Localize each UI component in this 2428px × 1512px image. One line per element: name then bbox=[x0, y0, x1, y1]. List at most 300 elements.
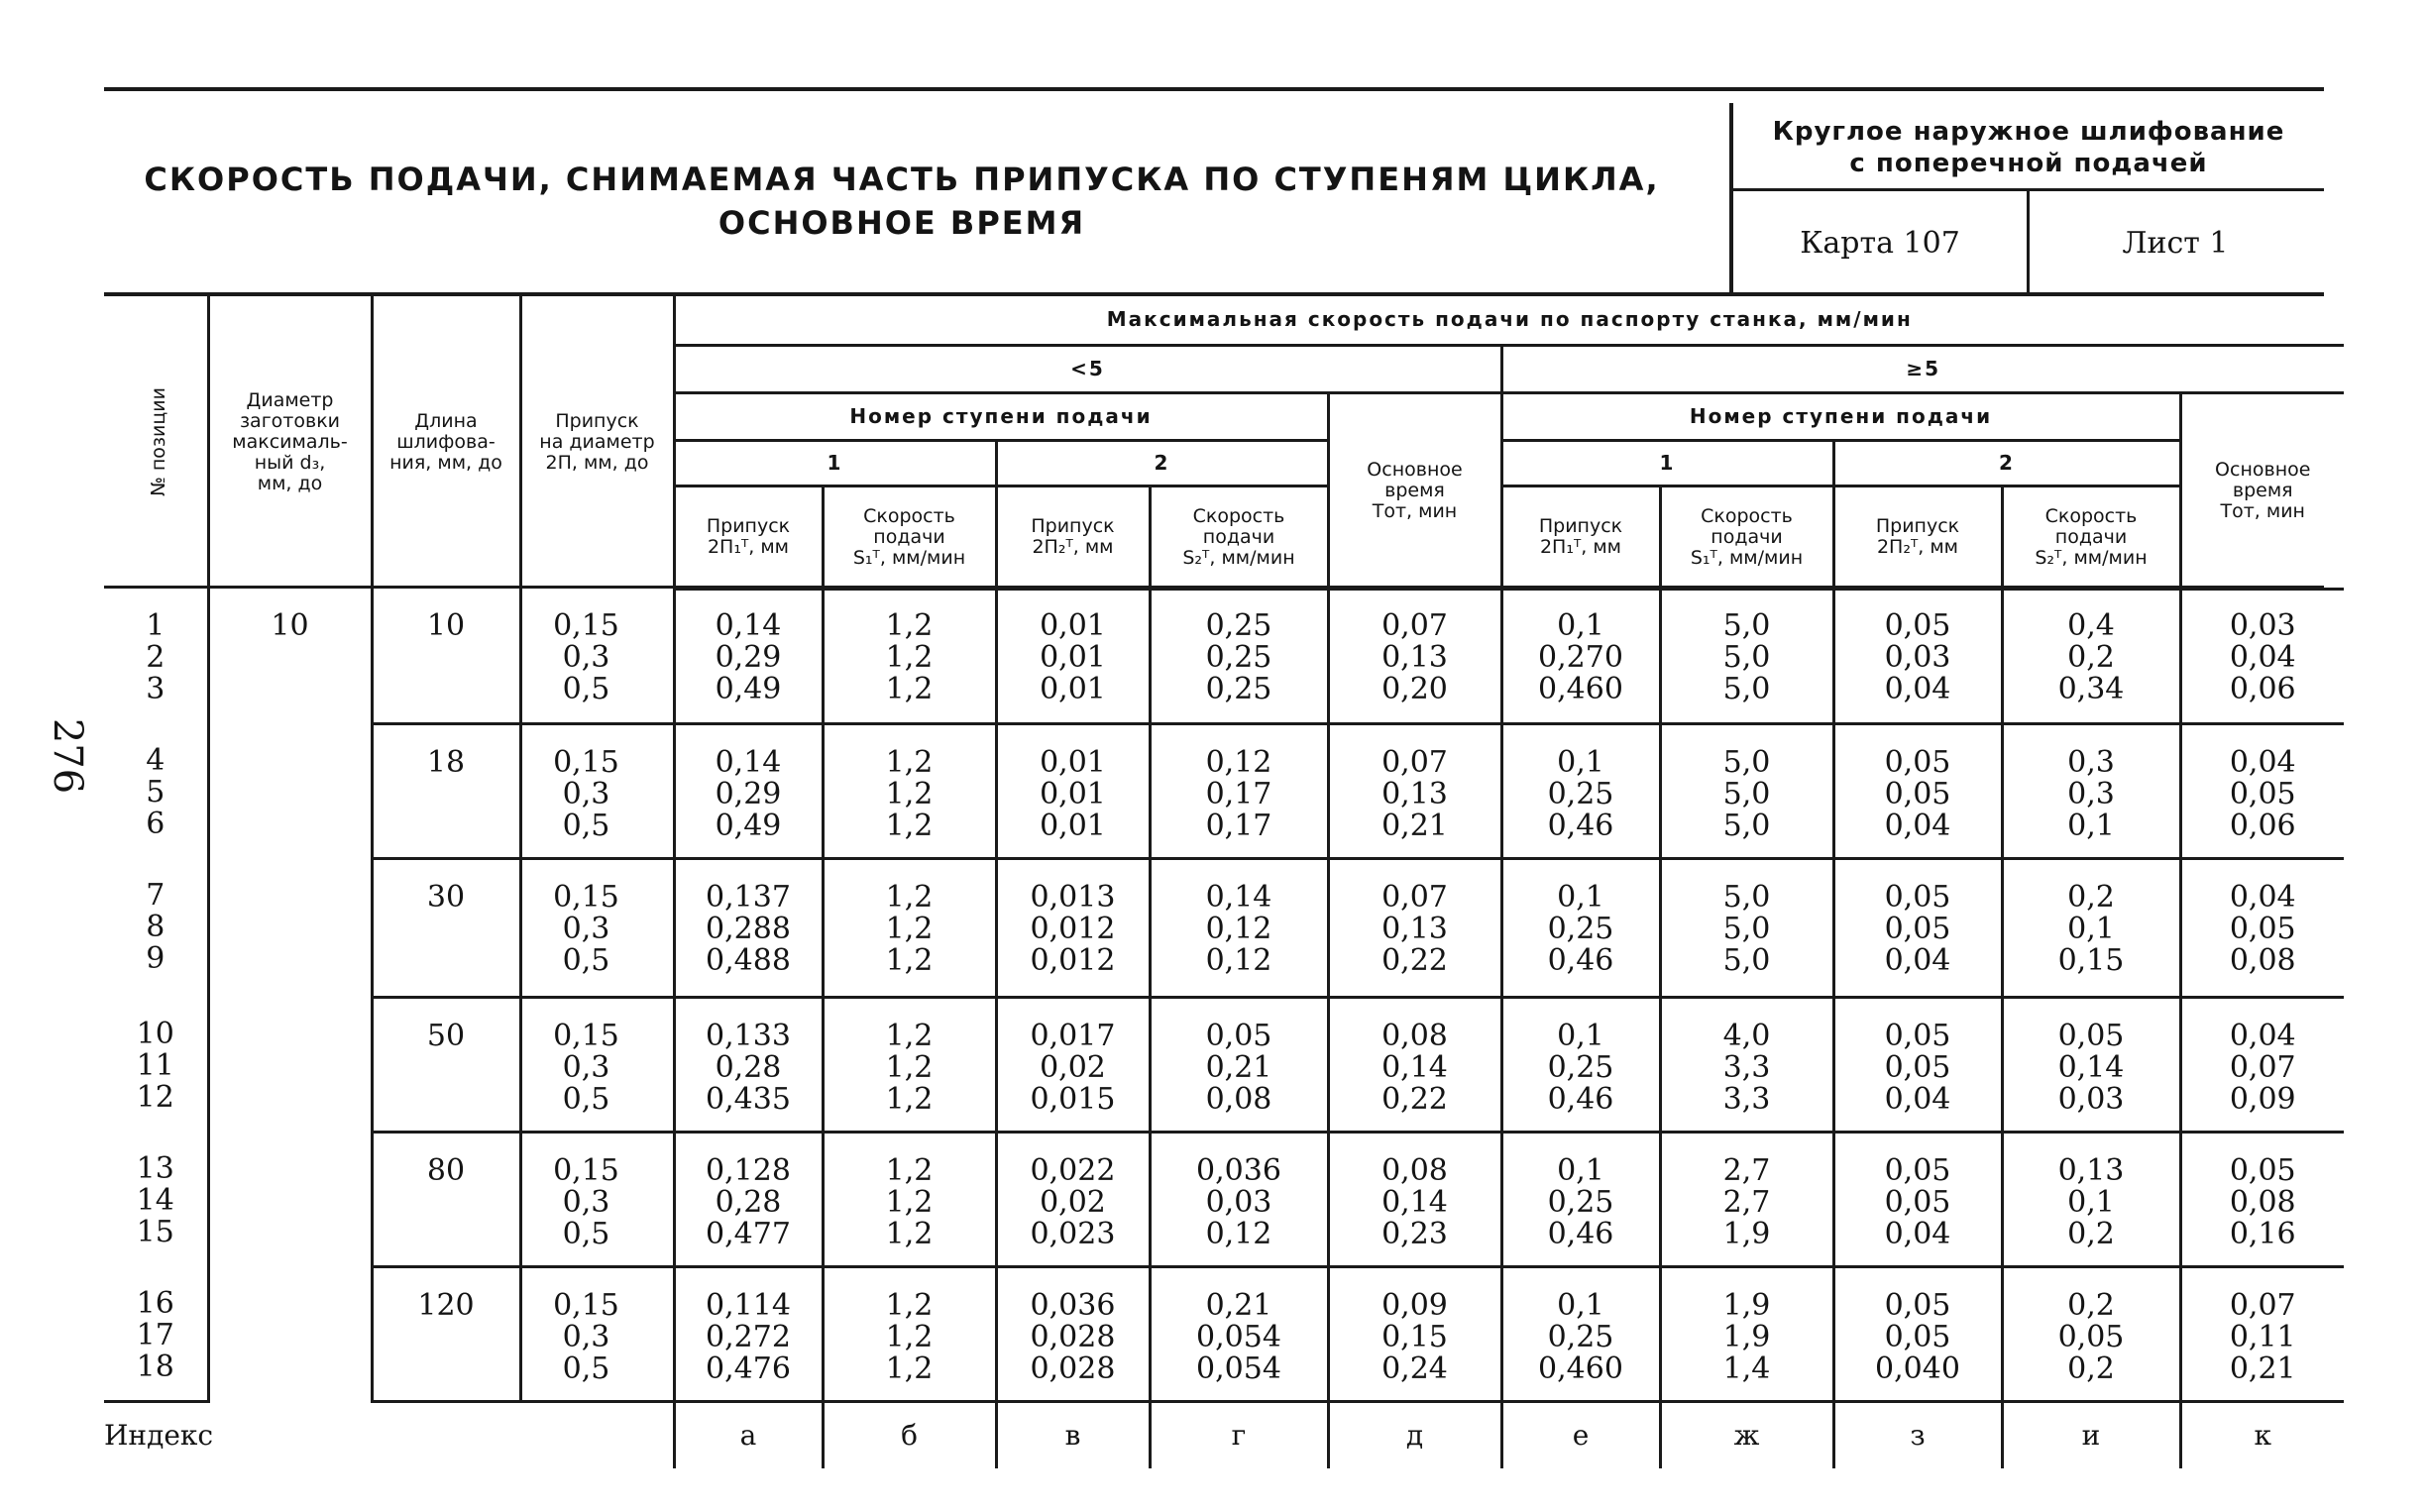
value-cell-zh bbox=[1660, 858, 1833, 997]
value-cell-b-value: 1,2 bbox=[885, 1319, 934, 1354]
allow2-header-lt5: Припуск 2П₂ᵀ, мм bbox=[996, 486, 1150, 589]
length-cell-value: 120 bbox=[417, 1287, 475, 1323]
step-number-header-ge5: Номер ступени подачи bbox=[1501, 392, 2180, 440]
value-cell-d-value: 0,22 bbox=[1381, 1081, 1448, 1117]
value-cell-k-value: 0,04 bbox=[2229, 1018, 2296, 1053]
value-cell-i bbox=[2002, 997, 2180, 1132]
value-cell-z-value: 0,05 bbox=[1884, 1018, 1951, 1053]
value-cell-z-value: 0,05 bbox=[1884, 1319, 1951, 1354]
value-cell-e-value: 0,46 bbox=[1547, 808, 1614, 843]
value-cell-d-value: 0,13 bbox=[1381, 776, 1448, 811]
value-cell-a-value: 0,49 bbox=[715, 672, 782, 706]
allowance-cell-value: 0,15 bbox=[553, 1287, 619, 1323]
value-cell-g-value: 0,054 bbox=[1196, 1319, 1281, 1354]
value-cell-z-value: 0,05 bbox=[1884, 1184, 1951, 1220]
value-cell-g bbox=[1150, 858, 1328, 997]
value-cell-d bbox=[1328, 997, 1501, 1132]
value-cell-k-value: 0,06 bbox=[2229, 808, 2296, 843]
value-cell-a bbox=[674, 723, 823, 858]
value-cell-z bbox=[1833, 723, 2002, 858]
value-cell-v-value: 0,013 bbox=[1030, 879, 1116, 915]
value-cell-i-value: 0,15 bbox=[2057, 942, 2125, 978]
value-cell-zh-value: 2,7 bbox=[1722, 1184, 1771, 1220]
value-cell-b-value: 1,2 bbox=[885, 608, 934, 643]
value-cell-i-value: 0,1 bbox=[2067, 911, 2115, 946]
value-cell-a-value: 0,477 bbox=[706, 1216, 791, 1251]
page-title-line2: ОСНОВНОЕ ВРЕМЯ bbox=[717, 204, 1086, 242]
position-cell bbox=[104, 1266, 208, 1401]
value-cell-k-value: 0,05 bbox=[2229, 776, 2296, 811]
value-cell-i-value: 0,2 bbox=[2067, 879, 2115, 915]
value-cell-b-value: 1,2 bbox=[885, 879, 934, 915]
value-cell-g bbox=[1150, 1266, 1328, 1401]
step-number-header-lt5: Номер ступени подачи bbox=[674, 392, 1328, 440]
value-cell-i-value: 0,2 bbox=[2067, 1287, 2115, 1323]
value-cell-i bbox=[2002, 723, 2180, 858]
value-cell-zh bbox=[1660, 589, 1833, 723]
position-cell bbox=[104, 1132, 208, 1266]
value-cell-e-value: 0,1 bbox=[1557, 1152, 1604, 1188]
value-cell-k-value: 0,06 bbox=[2229, 672, 2296, 706]
top-rule bbox=[104, 87, 2324, 91]
value-cell-v-value: 0,015 bbox=[1030, 1081, 1116, 1117]
value-cell-d-value: 0,07 bbox=[1381, 744, 1448, 780]
value-cell-d bbox=[1328, 1266, 1501, 1401]
feed-lt5-header: <5 bbox=[674, 345, 1501, 392]
value-cell-i-value: 0,1 bbox=[2067, 808, 2115, 843]
value-cell-zh-value: 5,0 bbox=[1722, 608, 1771, 643]
value-cell-v-value: 0,036 bbox=[1030, 1287, 1116, 1323]
value-cell-zh-value: 1,4 bbox=[1722, 1350, 1771, 1386]
value-cell-e-value: 0,460 bbox=[1538, 672, 1623, 706]
index-letter: и bbox=[2002, 1401, 2180, 1468]
length-cell-value: 18 bbox=[426, 744, 466, 780]
value-cell-z-value: 0,040 bbox=[1875, 1350, 1960, 1386]
value-cell-z-value: 0,05 bbox=[1884, 744, 1951, 780]
allowance-cell-value: 0,3 bbox=[562, 1184, 610, 1220]
position-cell-value: 7 bbox=[146, 878, 166, 913]
value-cell-k-value: 0,07 bbox=[2229, 1049, 2296, 1085]
value-cell-v-value: 0,01 bbox=[1040, 608, 1106, 643]
value-cell-zh-value: 4,0 bbox=[1722, 1018, 1771, 1053]
value-cell-e bbox=[1501, 997, 1660, 1132]
value-cell-k-value: 0,21 bbox=[2229, 1350, 2296, 1386]
position-cell-value: 18 bbox=[136, 1350, 174, 1384]
allowance-cell-value: 0,5 bbox=[562, 1216, 610, 1251]
table-row-group bbox=[104, 858, 2344, 997]
allowance-cell bbox=[520, 589, 674, 723]
value-cell-g-value: 0,12 bbox=[1205, 911, 1272, 946]
allowance-cell-value: 0,5 bbox=[562, 672, 610, 706]
value-cell-g-value: 0,036 bbox=[1196, 1152, 1281, 1188]
value-cell-e bbox=[1501, 589, 1660, 723]
value-cell-v-value: 0,028 bbox=[1030, 1319, 1116, 1354]
value-cell-i bbox=[2002, 1132, 2180, 1266]
length-cell bbox=[372, 589, 520, 723]
value-cell-a bbox=[674, 1266, 823, 1401]
value-cell-zh bbox=[1660, 1266, 1833, 1401]
value-cell-v-value: 0,017 bbox=[1030, 1018, 1116, 1053]
length-cell-value: 30 bbox=[426, 879, 466, 915]
value-cell-v-value: 0,012 bbox=[1030, 911, 1116, 946]
value-cell-i-value: 0,3 bbox=[2067, 776, 2115, 811]
position-cell-value: 10 bbox=[136, 1017, 174, 1051]
value-cell-i bbox=[2002, 589, 2180, 723]
value-cell-z bbox=[1833, 997, 2002, 1132]
value-cell-b bbox=[823, 723, 996, 858]
value-cell-zh-value: 1,9 bbox=[1722, 1287, 1771, 1323]
value-cell-k-value: 0,08 bbox=[2229, 1184, 2296, 1220]
max-feed-header: Максимальная скорость подачи по паспорту станка, мм/мин bbox=[674, 295, 2344, 345]
feed-rate-table bbox=[104, 295, 2344, 591]
value-cell-b-value: 1,2 bbox=[885, 1216, 934, 1251]
value-cell-a-value: 0,288 bbox=[706, 911, 791, 946]
diameter-cell bbox=[208, 589, 372, 1401]
index-row bbox=[104, 1401, 2344, 1468]
value-cell-d-value: 0,21 bbox=[1381, 808, 1448, 843]
value-cell-g-value: 0,03 bbox=[1205, 1184, 1272, 1220]
allowance-cell-value: 0,3 bbox=[562, 640, 610, 675]
value-cell-d-value: 0,24 bbox=[1381, 1350, 1448, 1386]
value-cell-b bbox=[823, 1266, 996, 1401]
position-cell-value: 3 bbox=[146, 672, 166, 706]
value-cell-g-value: 0,14 bbox=[1205, 879, 1272, 915]
subtitle-line2: с поперечной подачей bbox=[1849, 149, 2208, 178]
length-cell bbox=[372, 1132, 520, 1266]
value-cell-k-value: 0,16 bbox=[2229, 1216, 2296, 1251]
index-letter: ж bbox=[1660, 1401, 1833, 1468]
value-cell-g-value: 0,12 bbox=[1205, 1216, 1272, 1251]
value-cell-b-value: 1,2 bbox=[885, 672, 934, 706]
value-cell-d-value: 0,08 bbox=[1381, 1018, 1448, 1053]
value-cell-k-value: 0,09 bbox=[2229, 1081, 2296, 1117]
value-cell-d-value: 0,08 bbox=[1381, 1152, 1448, 1188]
value-cell-v bbox=[996, 723, 1150, 858]
value-cell-g-value: 0,08 bbox=[1205, 1081, 1272, 1117]
value-cell-k-value: 0,04 bbox=[2229, 744, 2296, 780]
value-cell-i-value: 0,05 bbox=[2057, 1018, 2125, 1053]
position-cell-value: 6 bbox=[146, 807, 166, 841]
speed2-header-lt5: Скорость подачи S₂ᵀ, мм/мин bbox=[1150, 486, 1328, 589]
table-row-group bbox=[104, 723, 2344, 858]
value-cell-zh-value: 5,0 bbox=[1722, 942, 1771, 978]
value-cell-k-value: 0,05 bbox=[2229, 911, 2296, 946]
value-cell-g-value: 0,21 bbox=[1205, 1287, 1272, 1323]
value-cell-zh bbox=[1660, 723, 1833, 858]
value-cell-i-value: 0,14 bbox=[2057, 1049, 2125, 1085]
allowance-cell bbox=[520, 997, 674, 1132]
value-cell-a bbox=[674, 589, 823, 723]
value-cell-v-value: 0,012 bbox=[1030, 942, 1116, 978]
value-cell-k bbox=[2180, 723, 2344, 858]
table-row-group bbox=[104, 1132, 2344, 1266]
feed-ge5-header: ≥5 bbox=[1501, 345, 2344, 392]
value-cell-a-value: 0,133 bbox=[706, 1018, 791, 1053]
value-cell-e-value: 0,1 bbox=[1557, 744, 1604, 780]
value-cell-g bbox=[1150, 589, 1328, 723]
main-time-header-ge5: Основное время Tот, мин bbox=[2180, 392, 2344, 589]
value-cell-a-value: 0,476 bbox=[706, 1350, 791, 1386]
value-cell-e bbox=[1501, 723, 1660, 858]
sheet-number: Лист 1 bbox=[2122, 226, 2229, 261]
value-cell-d-value: 0,20 bbox=[1381, 672, 1448, 706]
speed2-header-ge5: Скорость подачи S₂ᵀ, мм/мин bbox=[2002, 486, 2180, 589]
allowance-cell-value: 0,3 bbox=[562, 776, 610, 811]
position-cell-value: 11 bbox=[136, 1048, 174, 1083]
value-cell-zh-value: 1,9 bbox=[1722, 1319, 1771, 1354]
value-cell-v-value: 0,01 bbox=[1040, 672, 1106, 706]
step2-header-ge5: 2 bbox=[1833, 440, 2180, 486]
allowance-cell-value: 0,3 bbox=[562, 1319, 610, 1354]
col-diameter-header: Диаметр заготовки максималь- ный d₃, мм, до bbox=[208, 295, 372, 589]
index-letter: г bbox=[1150, 1401, 1328, 1468]
value-cell-a-value: 0,435 bbox=[706, 1081, 791, 1117]
value-cell-i-value: 0,2 bbox=[2067, 1350, 2115, 1386]
value-cell-i-value: 0,34 bbox=[2057, 672, 2125, 706]
value-cell-a-value: 0,49 bbox=[715, 808, 782, 843]
value-cell-a-value: 0,28 bbox=[715, 1184, 782, 1220]
value-cell-v bbox=[996, 1132, 1150, 1266]
step1-header-lt5: 1 bbox=[674, 440, 996, 486]
value-cell-g-value: 0,25 bbox=[1205, 640, 1272, 675]
allowance-cell-value: 0,3 bbox=[562, 1049, 610, 1085]
value-cell-b-value: 1,2 bbox=[885, 911, 934, 946]
value-cell-k bbox=[2180, 589, 2344, 723]
value-cell-a-value: 0,272 bbox=[706, 1319, 791, 1354]
length-cell-value: 80 bbox=[426, 1152, 466, 1188]
value-cell-g-value: 0,25 bbox=[1205, 608, 1272, 643]
value-cell-d-value: 0,22 bbox=[1381, 942, 1448, 978]
value-cell-zh-value: 5,0 bbox=[1722, 776, 1771, 811]
value-cell-e-value: 0,25 bbox=[1547, 1184, 1614, 1220]
table-row-group bbox=[104, 589, 2344, 723]
value-cell-b-value: 1,2 bbox=[885, 942, 934, 978]
page-title-line1: СКОРОСТЬ ПОДАЧИ, СНИМАЕМАЯ ЧАСТЬ ПРИПУСКА ПО СТУПЕНЯМ ЦИКЛА, bbox=[144, 161, 1660, 198]
index-letter: к bbox=[2180, 1401, 2344, 1468]
value-cell-e bbox=[1501, 1132, 1660, 1266]
value-cell-b-value: 1,2 bbox=[885, 1350, 934, 1386]
value-cell-z-value: 0,04 bbox=[1884, 1081, 1951, 1117]
allowance-cell bbox=[520, 1266, 674, 1401]
index-letter: е bbox=[1501, 1401, 1660, 1468]
value-cell-k-value: 0,05 bbox=[2229, 1152, 2296, 1188]
index-label: Индекс bbox=[104, 1419, 214, 1452]
position-cell-value: 13 bbox=[136, 1151, 174, 1186]
table-row-group bbox=[104, 997, 2344, 1132]
value-cell-b-value: 1,2 bbox=[885, 744, 934, 780]
allowance-cell bbox=[520, 723, 674, 858]
value-cell-z-value: 0,05 bbox=[1884, 608, 1951, 643]
position-cell bbox=[104, 997, 208, 1132]
value-cell-d-value: 0,15 bbox=[1381, 1319, 1448, 1354]
position-cell-value: 15 bbox=[136, 1215, 174, 1249]
allowance-cell-value: 0,5 bbox=[562, 942, 610, 978]
length-cell-value: 10 bbox=[426, 608, 466, 643]
position-cell-value: 5 bbox=[146, 775, 166, 810]
position-cell bbox=[104, 858, 208, 997]
value-cell-i-value: 0,3 bbox=[2067, 744, 2115, 780]
value-cell-d-value: 0,13 bbox=[1381, 640, 1448, 675]
value-cell-e-value: 0,1 bbox=[1557, 608, 1604, 643]
value-cell-a-value: 0,488 bbox=[706, 942, 791, 978]
value-cell-z-value: 0,05 bbox=[1884, 776, 1951, 811]
step1-header-ge5: 1 bbox=[1501, 440, 1833, 486]
value-cell-k bbox=[2180, 997, 2344, 1132]
value-cell-g-value: 0,05 bbox=[1205, 1018, 1272, 1053]
value-cell-d bbox=[1328, 723, 1501, 858]
value-cell-d bbox=[1328, 858, 1501, 997]
subtitle-line1: Круглое наружное шлифование bbox=[1772, 117, 2285, 147]
value-cell-v bbox=[996, 1266, 1150, 1401]
value-cell-i-value: 0,1 bbox=[2067, 1184, 2115, 1220]
allowance-cell bbox=[520, 1132, 674, 1266]
value-cell-e bbox=[1501, 1266, 1660, 1401]
feed-rate-data bbox=[104, 589, 2344, 1468]
value-cell-k-value: 0,04 bbox=[2229, 879, 2296, 915]
value-cell-z bbox=[1833, 1132, 2002, 1266]
value-cell-k bbox=[2180, 858, 2344, 997]
value-cell-e-value: 0,25 bbox=[1547, 911, 1614, 946]
value-cell-d-value: 0,13 bbox=[1381, 911, 1448, 946]
allowance-cell-value: 0,15 bbox=[553, 1018, 619, 1053]
value-cell-g-value: 0,12 bbox=[1205, 942, 1272, 978]
value-cell-b-value: 1,2 bbox=[885, 776, 934, 811]
value-cell-d-value: 0,23 bbox=[1381, 1216, 1448, 1251]
value-cell-a-value: 0,14 bbox=[715, 744, 782, 780]
allowance-cell-value: 0,15 bbox=[553, 1152, 619, 1188]
value-cell-z-value: 0,05 bbox=[1884, 1287, 1951, 1323]
value-cell-g bbox=[1150, 1132, 1328, 1266]
position-cell-value: 1 bbox=[146, 608, 166, 643]
allow2-header-ge5: Припуск 2П₂ᵀ, мм bbox=[1833, 486, 2002, 589]
value-cell-d bbox=[1328, 589, 1501, 723]
index-letter: з bbox=[1833, 1401, 2002, 1468]
value-cell-g bbox=[1150, 723, 1328, 858]
value-cell-z bbox=[1833, 858, 2002, 997]
value-cell-i-value: 0,2 bbox=[2067, 1216, 2115, 1251]
value-cell-z-value: 0,05 bbox=[1884, 911, 1951, 946]
value-cell-k-value: 0,03 bbox=[2229, 608, 2296, 643]
value-cell-b bbox=[823, 997, 996, 1132]
value-cell-z bbox=[1833, 589, 2002, 723]
value-cell-zh-value: 5,0 bbox=[1722, 744, 1771, 780]
value-cell-g-value: 0,12 bbox=[1205, 744, 1272, 780]
length-cell bbox=[372, 723, 520, 858]
value-cell-b-value: 1,2 bbox=[885, 1018, 934, 1053]
value-cell-b-value: 1,2 bbox=[885, 1287, 934, 1323]
value-cell-e-value: 0,270 bbox=[1538, 640, 1623, 675]
position-cell-value: 17 bbox=[136, 1318, 174, 1352]
value-cell-b bbox=[823, 858, 996, 997]
value-cell-z-value: 0,05 bbox=[1884, 879, 1951, 915]
position-cell-value: 8 bbox=[146, 910, 166, 944]
value-cell-d-value: 0,07 bbox=[1381, 608, 1448, 643]
value-cell-a-value: 0,137 bbox=[706, 879, 791, 915]
length-cell-value: 50 bbox=[426, 1018, 466, 1053]
value-cell-i-value: 0,03 bbox=[2057, 1081, 2125, 1117]
value-cell-zh-value: 5,0 bbox=[1722, 911, 1771, 946]
value-cell-d-value: 0,09 bbox=[1381, 1287, 1448, 1323]
value-cell-a bbox=[674, 858, 823, 997]
header-divider bbox=[1729, 103, 1733, 292]
value-cell-a-value: 0,29 bbox=[715, 640, 782, 675]
value-cell-i bbox=[2002, 1266, 2180, 1401]
card-number: Карта 107 bbox=[1800, 226, 1960, 261]
value-cell-z-value: 0,04 bbox=[1884, 672, 1951, 706]
allowance-cell-value: 0,15 bbox=[553, 744, 619, 780]
value-cell-k-value: 0,07 bbox=[2229, 1287, 2296, 1323]
value-cell-a bbox=[674, 997, 823, 1132]
length-cell bbox=[372, 997, 520, 1132]
value-cell-v-value: 0,02 bbox=[1040, 1184, 1106, 1220]
value-cell-e-value: 0,25 bbox=[1547, 1319, 1614, 1354]
value-cell-a-value: 0,114 bbox=[706, 1287, 791, 1323]
value-cell-e-value: 0,1 bbox=[1557, 1018, 1604, 1053]
value-cell-z-value: 0,04 bbox=[1884, 808, 1951, 843]
card-divider bbox=[2027, 191, 2030, 292]
value-cell-b-value: 1,2 bbox=[885, 1184, 934, 1220]
value-cell-zh-value: 3,3 bbox=[1722, 1081, 1771, 1117]
value-cell-b bbox=[823, 589, 996, 723]
value-cell-v-value: 0,023 bbox=[1030, 1216, 1116, 1251]
position-cell bbox=[104, 723, 208, 858]
value-cell-d bbox=[1328, 1132, 1501, 1266]
value-cell-d-value: 0,07 bbox=[1381, 879, 1448, 915]
value-cell-v-value: 0,01 bbox=[1040, 744, 1106, 780]
col-length-header: Длина шлифова- ния, мм, до bbox=[372, 295, 520, 589]
position-cell-value: 12 bbox=[136, 1080, 174, 1115]
value-cell-zh bbox=[1660, 1132, 1833, 1266]
value-cell-zh-value: 1,9 bbox=[1722, 1216, 1771, 1251]
allowance-cell-value: 0,5 bbox=[562, 1350, 610, 1386]
value-cell-v-value: 0,01 bbox=[1040, 640, 1106, 675]
speed1-header-lt5: Скорость подачи S₁ᵀ, мм/мин bbox=[823, 486, 996, 589]
value-cell-v-value: 0,022 bbox=[1030, 1152, 1116, 1188]
value-cell-z bbox=[1833, 1266, 2002, 1401]
value-cell-z-value: 0,04 bbox=[1884, 1216, 1951, 1251]
value-cell-e-value: 0,1 bbox=[1557, 1287, 1604, 1323]
value-cell-g-value: 0,17 bbox=[1205, 808, 1272, 843]
value-cell-v-value: 0,028 bbox=[1030, 1350, 1116, 1386]
value-cell-g-value: 0,054 bbox=[1196, 1350, 1281, 1386]
value-cell-i-value: 0,4 bbox=[2067, 608, 2115, 643]
value-cell-zh-value: 3,3 bbox=[1722, 1049, 1771, 1085]
value-cell-b-value: 1,2 bbox=[885, 1049, 934, 1085]
value-cell-b-value: 1,2 bbox=[885, 640, 934, 675]
position-cell-value: 14 bbox=[136, 1183, 174, 1218]
main-time-header-lt5: Основное время Tот, мин bbox=[1328, 392, 1501, 589]
col-position-header: № позиции bbox=[147, 387, 169, 496]
position-cell-value: 9 bbox=[146, 941, 166, 976]
value-cell-b bbox=[823, 1132, 996, 1266]
value-cell-a-value: 0,28 bbox=[715, 1049, 782, 1085]
step2-header-lt5: 2 bbox=[996, 440, 1328, 486]
col-allowance-header: Припуск на диаметр 2П, мм, до bbox=[520, 295, 674, 589]
table-row-group bbox=[104, 1266, 2344, 1401]
value-cell-i-value: 0,2 bbox=[2067, 640, 2115, 675]
speed1-header-ge5: Скорость подачи S₁ᵀ, мм/мин bbox=[1660, 486, 1833, 589]
value-cell-e-value: 0,25 bbox=[1547, 1049, 1614, 1085]
value-cell-z-value: 0,05 bbox=[1884, 1152, 1951, 1188]
value-cell-zh-value: 5,0 bbox=[1722, 672, 1771, 706]
allowance-cell-value: 0,15 bbox=[553, 879, 619, 915]
value-cell-b-value: 1,2 bbox=[885, 1081, 934, 1117]
value-cell-z-value: 0,03 bbox=[1884, 640, 1951, 675]
value-cell-z-value: 0,05 bbox=[1884, 1049, 1951, 1085]
allowance-cell-value: 0,15 bbox=[553, 608, 619, 643]
value-cell-i bbox=[2002, 858, 2180, 997]
position-cell-value: 2 bbox=[146, 640, 166, 675]
